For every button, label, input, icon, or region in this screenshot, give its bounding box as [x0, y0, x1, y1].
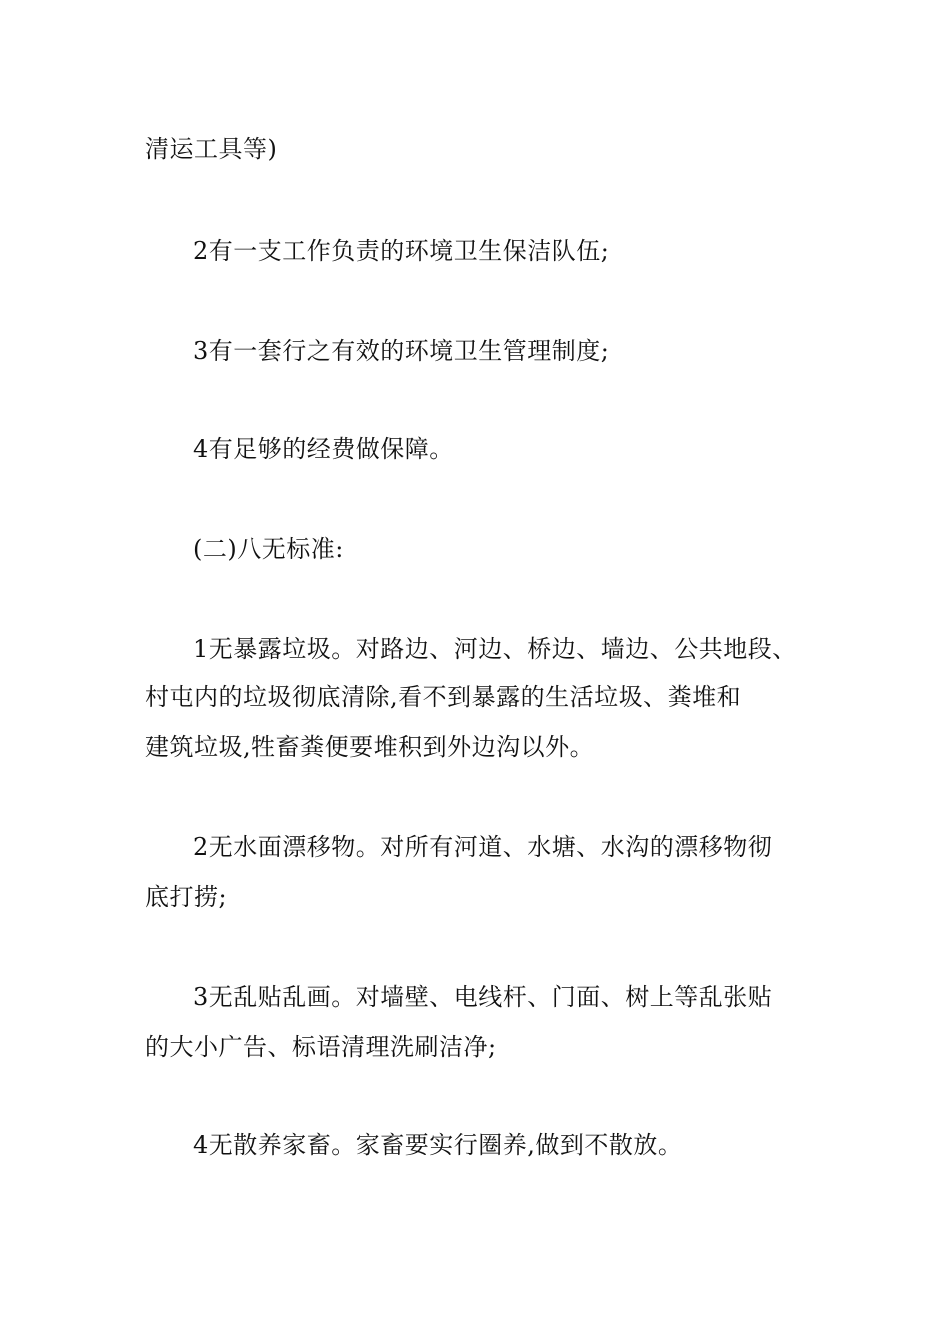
text-line: 清运工具等) [145, 135, 278, 163]
text-line: 4有足够的经费做保障。 [193, 435, 454, 463]
text-line: 3有一套行之有效的环境卫生管理制度; [193, 337, 610, 365]
text-line: 的大小广告、标语清理洗刷洁净; [145, 1033, 497, 1061]
section-heading: (二)八无标准: [193, 535, 344, 563]
text-line: 2有一支工作负责的环境卫生保洁队伍; [193, 237, 610, 265]
text-line: 4无散养家畜。家畜要实行圈养,做到不散放。 [193, 1131, 683, 1159]
text-line: 建筑垃圾,牲畜粪便要堆积到外边沟以外。 [145, 733, 595, 761]
text-line: 2无水面漂移物。对所有河道、水塘、水沟的漂移物彻 [193, 833, 773, 861]
text-line: 3无乱贴乱画。对墙壁、电线杆、门面、树上等乱张贴 [193, 983, 773, 1011]
text-line: 村屯内的垃圾彻底清除,看不到暴露的生活垃圾、粪堆和 [145, 683, 742, 711]
text-line: 底打捞; [145, 883, 228, 911]
text-line: 1无暴露垃圾。对路边、河边、桥边、墙边、公共地段、 [193, 635, 797, 663]
